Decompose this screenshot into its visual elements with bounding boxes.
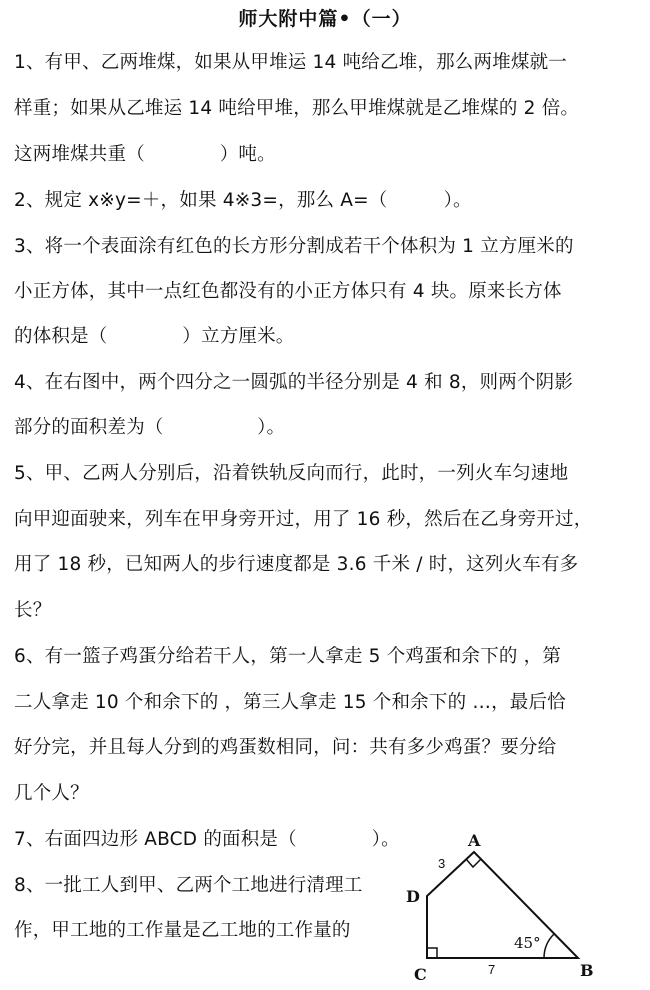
question-7-line-1: 7、右面四边形 ABCD 的面积是（ ）。 xyxy=(14,829,400,850)
angle-label-b: 45° xyxy=(514,934,541,952)
page-title: 师大附中篇•（一） xyxy=(238,8,412,30)
question-3-line-2: 小正方体，其中一点红色都没有的小正方体只有 4 块。原来长方体 xyxy=(14,281,562,302)
side-length-cb: 7 xyxy=(488,962,496,977)
question-2-line-1: 2、规定 x※y=＋，如果 4※3=，那么 A=（ ）。 xyxy=(14,190,472,211)
question-1-line-2: 样重；如果从乙堆运 14 吨给甲堆，那么甲堆煤就是乙堆煤的 2 倍。 xyxy=(14,98,580,119)
question-4-line-1: 4、在右图中，两个四分之一圆弧的半径分别是 4 和 8，则两个阴影 xyxy=(14,372,574,393)
quadrilateral-abcd-figure xyxy=(400,828,610,988)
question-5-line-2: 向甲迎面驶来，列车在甲身旁开过，用了 16 秒，然后在乙身旁开过， xyxy=(14,509,593,530)
quadrilateral-outline xyxy=(427,852,578,958)
question-1-line-3: 这两堆煤共重（ ）吨。 xyxy=(14,144,276,165)
vertex-label-b: B xyxy=(580,961,594,980)
right-angle-mark-a xyxy=(466,859,481,867)
question-6-line-2: 二人拿走 10 个和余下的 ，第三人拿走 15 个和余下的 …，最后恰 xyxy=(14,692,566,713)
side-length-ad: 3 xyxy=(438,856,446,871)
question-6-line-1: 6、有一篮子鸡蛋分给若干人，第一人拿走 5 个鸡蛋和余下的 ，第 xyxy=(14,646,562,667)
question-5-line-1: 5、甲、乙两人分别后，沿着铁轨反向而行，此时，一列火车匀速地 xyxy=(14,463,569,484)
question-5-line-4: 长？ xyxy=(14,600,52,621)
vertex-label-d: D xyxy=(406,887,420,906)
angle-arc-b xyxy=(544,934,554,958)
question-3-line-3: 的体积是（ ）立方厘米。 xyxy=(14,326,295,347)
vertex-label-a: A xyxy=(468,831,481,850)
right-angle-mark-c xyxy=(427,948,437,958)
question-6-line-4: 几个人？ xyxy=(14,783,89,804)
question-8-line-1: 8、一批工人到甲、乙两个工地进行清理工 xyxy=(14,875,363,896)
vertex-label-c: C xyxy=(414,965,427,984)
question-8-line-2: 作，甲工地的工作量是乙工地的工作量的 xyxy=(14,920,351,941)
question-6-line-3: 好分完，并且每人分到的鸡蛋数相同，问：共有多少鸡蛋？要分给 xyxy=(14,737,557,758)
question-5-line-3: 用了 18 秒，已知两人的步行速度都是 3.6 千米 / 时，这列火车有多 xyxy=(14,554,579,575)
question-4-line-2: 部分的面积差为（ ）。 xyxy=(14,417,286,438)
question-1-line-1: 1、有甲、乙两堆煤，如果从甲堆运 14 吨给乙堆，那么两堆煤就一 xyxy=(14,52,567,73)
question-3-line-1: 3、将一个表面涂有红色的长方形分割成若干个体积为 1 立方厘米的 xyxy=(14,236,574,257)
